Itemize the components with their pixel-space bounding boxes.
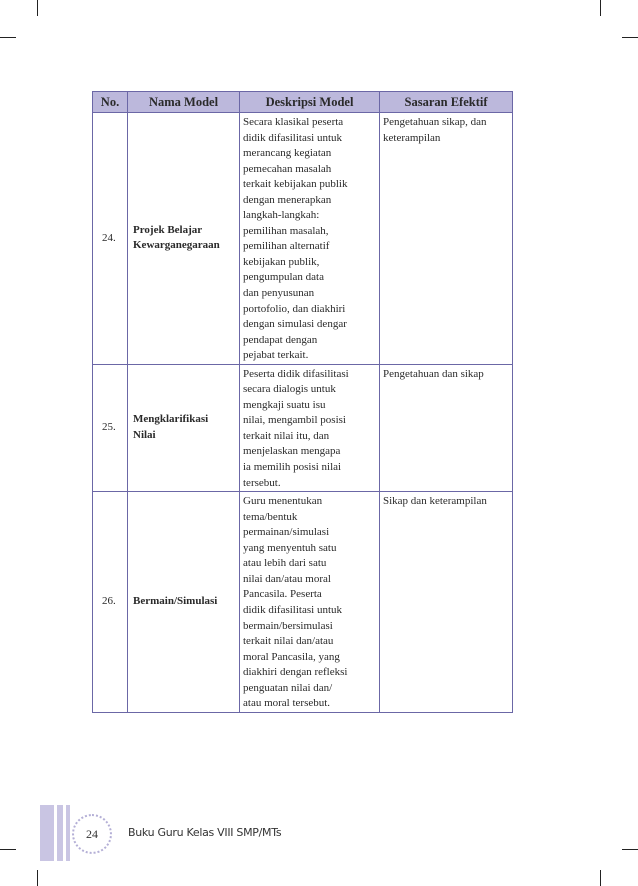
footer-stripe	[57, 805, 63, 861]
crop-mark	[37, 0, 38, 16]
description-line: kebijakan publik,	[243, 255, 320, 268]
description-line: pemecahan masalah	[243, 162, 332, 175]
model-description	[240, 113, 380, 365]
header-sasaran-efektif: Sasaran Efektif	[380, 92, 513, 113]
description-line: yang menyentuh satu	[243, 541, 337, 554]
crop-mark	[37, 870, 38, 886]
description-line: terkait kebijakan publik	[243, 178, 348, 191]
table-row	[93, 113, 513, 365]
header-deskripsi-model: Deskripsi Model	[240, 92, 380, 113]
description-line: pejabat terkait.	[243, 349, 309, 362]
description-line: didik difasilitasi untuk	[243, 603, 342, 616]
target-line: Sikap dan keterampilan	[383, 495, 487, 508]
description-line: moral Pancasila, yang	[243, 650, 340, 663]
page-number-badge	[72, 814, 112, 854]
description-line: pendapat dengan	[243, 333, 318, 346]
crop-mark	[622, 37, 638, 38]
description-line: mengkaji suatu isu	[243, 398, 326, 411]
model-name	[128, 364, 240, 491]
row-number: 25.	[93, 364, 128, 491]
footer-stripe	[40, 805, 54, 861]
model-name-line: Projek Belajar	[133, 223, 203, 236]
model-name	[128, 492, 240, 713]
effective-target	[380, 492, 513, 713]
table-header-row	[93, 92, 513, 113]
row-number: 26.	[93, 492, 128, 713]
table-row	[93, 364, 513, 491]
model-name-line: Bermain/Simulasi	[133, 595, 218, 608]
target-line: keterampilan	[383, 131, 441, 144]
description-line: tema/bentuk	[243, 510, 298, 523]
description-line: dengan menerapkan	[243, 193, 332, 206]
description-line: permainan/simulasi	[243, 526, 330, 539]
model-description	[240, 492, 380, 713]
crop-mark	[600, 0, 601, 16]
description-line: dengan simulasi dengar	[243, 318, 347, 331]
model-name-line: Nilai	[133, 428, 156, 441]
description-line: pengumpulan data	[243, 271, 324, 284]
table-row	[93, 492, 513, 713]
row-number: 24.	[93, 113, 128, 365]
description-line: secara dialogis untuk	[243, 383, 336, 396]
crop-mark	[622, 849, 638, 850]
description-line: Pancasila. Peserta	[243, 588, 322, 601]
description-line: didik difasilitasi untuk	[243, 131, 342, 144]
effective-target	[380, 113, 513, 365]
description-line: atau moral tersebut.	[243, 697, 331, 710]
model-name	[128, 113, 240, 365]
model-name-line: Mengklarifikasi	[133, 413, 209, 426]
description-line: tersebut.	[243, 476, 281, 489]
crop-mark	[0, 849, 16, 850]
crop-mark	[0, 37, 16, 38]
description-line: pemilihan masalah,	[243, 224, 329, 237]
description-line: pemilihan alternatif	[243, 240, 330, 253]
description-line: dan penyusunan	[243, 287, 315, 300]
description-line: langkah-langkah:	[243, 209, 320, 222]
description-line: terkait nilai itu, dan	[243, 429, 330, 442]
target-line: Pengetahuan dan sikap	[383, 367, 484, 380]
description-line: ia memilih posisi nilai	[243, 461, 342, 474]
description-line: nilai dan/atau moral	[243, 572, 331, 585]
description-line: terkait nilai dan/atau	[243, 635, 334, 648]
description-line: portofolio, dan diakhiri	[243, 302, 346, 315]
description-line: Secara klasikal peserta	[243, 116, 344, 128]
model-description	[240, 364, 380, 491]
description-line: merancang kegiatan	[243, 147, 332, 160]
header-no: No.	[93, 92, 128, 113]
effective-target	[380, 364, 513, 491]
learning-models-table	[92, 91, 513, 713]
description-line: diakhiri dengan refleksi	[243, 666, 348, 679]
page-number: 24	[86, 826, 98, 841]
description-line: Peserta didik difasilitasi	[243, 367, 349, 380]
description-line: nilai, mengambil posisi	[243, 414, 346, 427]
footer-stripe	[66, 805, 70, 861]
header-nama-model: Nama Model	[128, 92, 240, 113]
target-line: Pengetahuan sikap, dan	[383, 116, 487, 128]
description-line: atau lebih dari satu	[243, 557, 327, 570]
description-line: penguatan nilai dan/	[243, 681, 333, 694]
description-line: menjelaskan mengapa	[243, 445, 341, 458]
description-line: Guru menentukan	[243, 495, 323, 508]
book-title: Buku Guru Kelas VIII SMP/MTs	[128, 826, 282, 839]
model-name-line: Kewarganegaraan	[133, 239, 220, 252]
crop-mark	[600, 870, 601, 886]
description-line: bermain/bersimulasi	[243, 619, 333, 632]
